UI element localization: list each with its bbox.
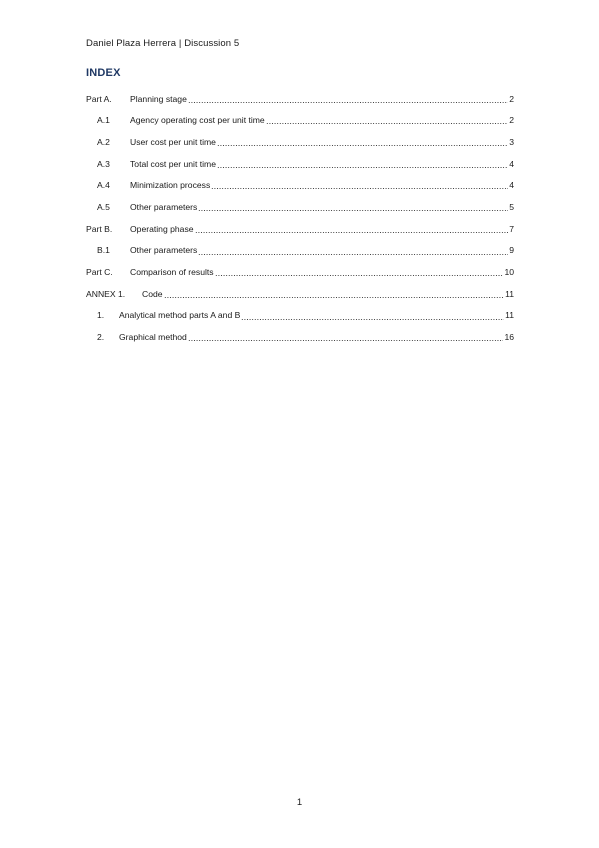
toc-entry-annex-1[interactable] bbox=[86, 283, 514, 305]
toc-dot-leader bbox=[211, 188, 508, 189]
toc-entry-page: 7 bbox=[509, 223, 514, 234]
toc-entry-a1[interactable] bbox=[86, 110, 514, 132]
toc-entry-label: Planning stage bbox=[130, 93, 187, 104]
toc-entry-a4[interactable] bbox=[86, 175, 514, 197]
toc-entry-a3[interactable] bbox=[86, 153, 514, 175]
toc-entry-page: 9 bbox=[509, 245, 514, 256]
toc-dot-leader bbox=[188, 340, 504, 341]
toc-entry-number: ANNEX 1. bbox=[86, 288, 126, 299]
toc-entry-number: A.2 bbox=[97, 136, 110, 147]
toc-dot-leader bbox=[241, 319, 504, 320]
toc-entry-label: Comparison of results bbox=[130, 267, 214, 278]
toc-dot-leader bbox=[195, 232, 509, 233]
toc-entry-number: Part C. bbox=[86, 267, 113, 278]
toc-entry-label: Minimization process bbox=[130, 180, 211, 191]
toc-entry-label: Other parameters bbox=[130, 245, 198, 256]
toc-entry-label: Total cost per unit time bbox=[130, 158, 216, 169]
toc-entry-number: A.1 bbox=[97, 115, 110, 126]
toc-entry-page: 11 bbox=[505, 310, 514, 321]
toc-entry-page: 2 bbox=[509, 115, 514, 126]
toc-entry-part-b[interactable] bbox=[86, 218, 514, 240]
toc-entry-page: 11 bbox=[505, 288, 514, 299]
toc-entry-a2[interactable] bbox=[86, 131, 514, 153]
toc-entry-part-a[interactable] bbox=[86, 88, 514, 110]
toc-entry-number: Part B. bbox=[86, 223, 113, 234]
toc-entry-number: A.4 bbox=[97, 180, 110, 191]
toc-entry-number: A.5 bbox=[97, 201, 110, 212]
toc-entry-label: Code bbox=[142, 288, 163, 299]
toc-dot-leader bbox=[188, 102, 508, 103]
toc-dot-leader bbox=[217, 167, 508, 168]
toc-dot-leader bbox=[266, 123, 509, 124]
toc-entry-number: B.1 bbox=[97, 245, 110, 256]
page-number: 1 bbox=[296, 797, 303, 808]
toc-entry-page: 10 bbox=[504, 267, 514, 278]
toc-entry-a5[interactable] bbox=[86, 196, 514, 218]
toc-entry-part-c[interactable] bbox=[86, 262, 514, 284]
toc-entry-label: Other parameters bbox=[130, 201, 198, 212]
running-header: Daniel Plaza Herrera | Discussion 5 bbox=[86, 38, 240, 49]
toc-entry-number: 1. bbox=[97, 310, 105, 321]
toc-entry-page: 5 bbox=[509, 201, 514, 212]
toc-entry-label: Analytical method parts A and B bbox=[119, 310, 241, 321]
toc-entry-annex-1-1[interactable] bbox=[86, 305, 514, 327]
toc-entry-label: Operating phase bbox=[130, 223, 194, 234]
toc-entry-label: Agency operating cost per unit time bbox=[130, 115, 265, 126]
toc-entry-page: 4 bbox=[509, 180, 514, 191]
toc-entry-page: 3 bbox=[509, 136, 514, 147]
table-of-contents bbox=[86, 88, 514, 348]
toc-entry-number: A.3 bbox=[97, 158, 110, 169]
toc-dot-leader bbox=[198, 254, 508, 255]
toc-entry-b1[interactable] bbox=[86, 240, 514, 262]
toc-entry-label: User cost per unit time bbox=[130, 136, 216, 147]
toc-entry-number: Part A. bbox=[86, 93, 112, 104]
toc-entry-page: 16 bbox=[504, 332, 514, 343]
toc-entry-number: 2. bbox=[97, 332, 105, 343]
toc-entry-label: Graphical method bbox=[119, 332, 187, 343]
toc-dot-leader bbox=[215, 275, 504, 276]
toc-entry-page: 4 bbox=[509, 158, 514, 169]
toc-dot-leader bbox=[164, 297, 505, 298]
toc-entry-page: 2 bbox=[509, 93, 514, 104]
toc-entry-annex-1-2[interactable] bbox=[86, 327, 514, 349]
toc-dot-leader bbox=[217, 145, 508, 146]
toc-dot-leader bbox=[198, 210, 508, 211]
index-title: INDEX bbox=[86, 67, 121, 79]
